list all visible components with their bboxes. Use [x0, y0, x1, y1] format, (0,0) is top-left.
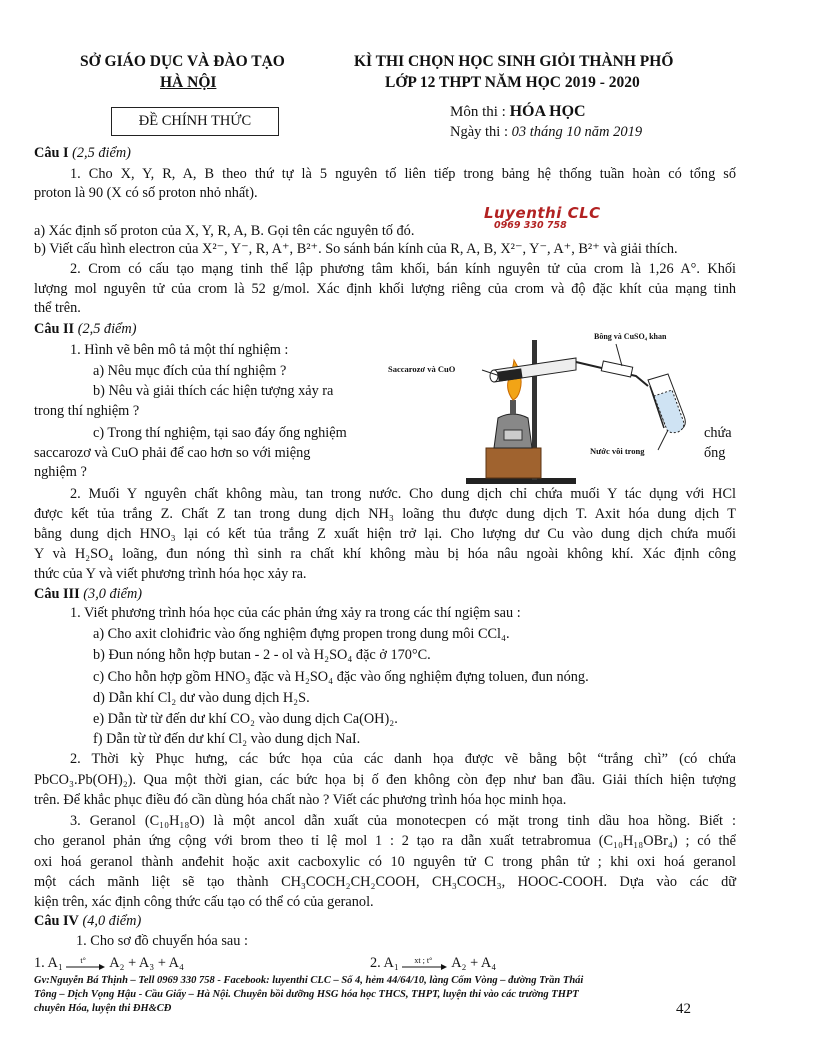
exam-subject-line — [450, 103, 586, 121]
q1-p2-line3: thể trên. — [34, 300, 81, 316]
lamp-liquid — [504, 430, 522, 440]
leader-line-3 — [658, 430, 668, 450]
q2-p2-line4: Y và H₂SO₄ loãng, đun nóng thì sinh ra chất khí không màu bị hóa nâu ngoài không khí. Xác định công — [34, 546, 736, 562]
q3-title: Câu III — [34, 586, 80, 602]
reaction-2 — [370, 954, 496, 973]
q2-p2-line2: được kết tủa trắng Z. Chất Z tan trong dung dịch NH₃ loãng thu được dung dịch T. Axit hóa dung dịch T — [34, 506, 736, 522]
reaction-2-reactant: 2. A₁ — [370, 955, 399, 971]
header-department: SỞ GIÁO DỤC VÀ ĐÀO TẠO — [80, 53, 285, 70]
q3-p3-line3: oxi hoá geranol thành anđehit hoặc axit cacboxylic có 10 nguyên tử C trong phân tử ; khi oxi hoá geranol — [34, 854, 736, 870]
q1-part-b: b) Viết cấu hình electron của X²⁻, Y⁻, R, A⁺, B²⁺. So sánh bán kính của R, A, B, X²⁻, Y⁻, A⁺, B²⁺ và giải thích. — [34, 241, 678, 257]
figure-label-limewater: Nước vôi trong — [590, 446, 645, 456]
date-label: Ngày thi : — [450, 124, 512, 140]
footer-line-2: Tông – Dịch Vọng Hậu - Cầu Giấy – Hà Nội. Chuyên bồi dưỡng HSG hóa học THCS, THPT, luyện thi vào các trường THPT — [34, 989, 579, 1000]
reaction-2-condition: xt ; t° — [414, 955, 433, 965]
figure-label-cotton: Bông và CuSO₄ khan — [594, 332, 667, 341]
q2-points: (2,5 điểm) — [77, 321, 137, 337]
q1-p2-line1: 2. Crom có cấu tạo mạng tinh thể lập phương tâm khối, bán kính nguyên tử của crom là 1,26 A°. Khối — [70, 261, 736, 277]
q3-p3-line1: 3. Geranol (C₁₀H₁₈O) là một ancol dẫn xuất của monotecpen có mặt trong tinh dầu hoa hồng. Biết : — [70, 813, 736, 829]
q1-part-a: a) Xác định số proton của X, Y, R, A, B. Gọi tên các nguyên tố đó. — [34, 223, 415, 239]
q1-points: (2,5 điểm) — [72, 145, 131, 161]
subject-label: Môn thi : — [450, 104, 510, 120]
q2-p2-line1: 2. Muối Y nguyên chất không màu, tan trong nước. Cho dung dịch chỉ chứa muối Y tác dụng với HCl — [70, 486, 736, 502]
q3-part-f: f) Dẫn từ từ đến dư khí Cl₂ vào dung dịch NaI. — [93, 731, 361, 747]
footer-line-1: Gv:Nguyễn Bá Thịnh – Tell 0969 330 758 - Facebook: luyenthi CLC – Số 4, hẻm 44/64/10, làng Cốm Vòng – đường Trần Thái — [34, 975, 584, 986]
q3-p2-line1: 2. Thời kỳ Phục hưng, các bức họa của các danh họa được vẽ bằng bột “trắng chì” (có chứa — [70, 751, 736, 767]
reaction-1 — [34, 954, 184, 973]
q3-points: (3,0 điểm) — [83, 586, 143, 602]
q2-p2-line5: thức của Y và viết phương trình hóa học xảy ra. — [34, 566, 307, 582]
q2-title: Câu II — [34, 321, 75, 337]
q2-p1: 1. Hình vẽ bên mô tả một thí nghiệm : — [70, 342, 289, 358]
exam-date-line — [450, 124, 642, 141]
q1-p1-line2: proton là 90 (X có số proton nhỏ nhất). — [34, 185, 258, 201]
q1-heading — [34, 144, 131, 163]
q4-title: Câu IV — [34, 913, 79, 929]
q2-part-c-line1: c) Trong thí nghiệm, tại sao đáy ống nghiệm — [93, 425, 347, 441]
q2-part-c-line2: saccarozơ và CuO phải để cao hơn so với miệng — [34, 445, 311, 461]
tube-bottom — [490, 370, 498, 382]
q2-p2-line3: bằng dung dịch HNO₃ lại có kết tủa trắng Z xuất hiện trở lại. Cho lượng dư Cu vào dung dịch chứa muối — [34, 526, 736, 542]
q3-p3-line5: kiện trên, xác định công thức cấu tạo có thể có của geranol. — [34, 894, 374, 910]
q3-p3-line2: cho geranol phản ứng cộng với brom theo tỉ lệ mol 1 : 2 tạo ra dẫn xuất tetrabromua (C₁₀H₁₈OBr₄) ; có thể — [34, 833, 736, 849]
q2-part-c-line2-end: ống — [704, 445, 726, 461]
reaction-1-arrow — [66, 955, 106, 970]
q1-title: Câu I — [34, 145, 69, 161]
reaction-1-reactant: 1. A₁ — [34, 955, 63, 971]
q3-part-d: d) Dẫn khí Cl₂ dư vào dung dịch H₂S. — [93, 690, 310, 706]
footer-line-3: chuyên Hóa, luyện thi ĐH&CĐ — [34, 1003, 172, 1014]
experiment-figure — [386, 330, 698, 488]
stand-base — [466, 478, 576, 484]
official-exam-box: ĐỀ CHÍNH THỨC — [111, 107, 279, 136]
page-number: 42 — [676, 1001, 691, 1017]
q3-p3-line4: một cách mãnh liệt sẽ tạo thành CH₃COCH₂CH₂COOH, CH₃COCH₃, HOOC-COOH. Dựa vào các dữ — [34, 874, 736, 890]
watermark-name: Luyenthi CLC — [484, 204, 601, 222]
q4-heading — [34, 912, 141, 931]
watermark-phone: 0969 330 758 — [494, 220, 567, 231]
exam-date: 03 tháng 10 năm 2019 — [511, 124, 643, 140]
q3-part-a: a) Cho axit clohiđric vào ống nghiệm đựng propen trong dung môi CCl₄. — [93, 626, 510, 642]
cuso4-tube — [601, 361, 632, 377]
q3-p2-line2: PbCO₃.Pb(OH)₂). Qua một thời gian, các bức họa bị ố đen không còn đẹp như ban đầu. Giải thích hiện tượng — [34, 772, 736, 788]
q2-part-c-line3: nghiệm ? — [34, 464, 87, 480]
q2-part-b-line1: b) Nêu và giải thích các hiện tượng xảy ra — [93, 383, 334, 399]
watermark-logo — [484, 204, 601, 231]
q4-points: (4,0 điểm) — [82, 913, 142, 929]
reaction-2-products: A₂ + A₄ — [451, 955, 497, 971]
reaction-1-condition: t° — [80, 955, 86, 965]
reaction-2-arrow — [402, 955, 448, 970]
header-exam-title: KÌ THI CHỌN HỌC SINH GIỎI THÀNH PHỐ — [354, 53, 674, 70]
q1-p2-line2: lượng mol nguyên tử của crom là 52 g/mol. Xác định khối lượng riêng của crom và độ đặc khít của mạng tinh — [34, 281, 736, 297]
q2-heading — [34, 320, 136, 339]
leader-line-1 — [616, 344, 622, 366]
figure-label-sample: Saccarozơ và CuO — [388, 364, 456, 374]
experiment-diagram — [386, 330, 698, 488]
header-city: HÀ NỘI — [160, 74, 217, 91]
q3-p1: 1. Viết phương trình hóa học của các phản ứng xảy ra trong các thí ngiệm sau : — [70, 605, 521, 621]
q3-p2-line3: trên. Để khắc phục điều đó cần dùng hóa chất nào ? Viết các phương trình hóa học minh họa. — [34, 792, 567, 808]
q3-part-e: e) Dẫn từ từ đến dư khí CO₂ vào dung dịch Ca(OH)₂. — [93, 711, 398, 727]
q3-heading — [34, 585, 142, 604]
q2-part-b-line2: trong thí nghiệm ? — [34, 403, 140, 419]
subject-name: HÓA HỌC — [509, 103, 586, 120]
lamp-wick — [510, 400, 516, 414]
q1-p1-line1: 1. Cho X, Y, R, A, B theo thứ tự là 5 nguyên tố liên tiếp trong bảng hệ thống tuần hoàn có tổng số — [70, 166, 736, 182]
q2-part-c-line1-end: chứa — [704, 425, 732, 441]
reaction-1-products: A₂ + A₃ + A₄ — [109, 955, 184, 971]
q3-part-c: c) Cho hỗn hợp gồm HNO₃ đặc và H₂SO₄ đặc vào ống nghiệm đựng toluen, đun nóng. — [93, 669, 589, 685]
header-exam-year: LỚP 12 THPT NĂM HỌC 2019 - 2020 — [385, 74, 640, 91]
q3-part-b: b) Đun nóng hỗn hợp butan - 2 - ol và H₂SO₄ đặc ở 170°C. — [93, 647, 431, 663]
q2-part-a: a) Nêu mục đích của thí nghiệm ? — [93, 363, 287, 379]
q4-p1: 1. Cho sơ đồ chuyển hóa sau : — [76, 933, 248, 949]
wooden-block — [486, 448, 541, 478]
